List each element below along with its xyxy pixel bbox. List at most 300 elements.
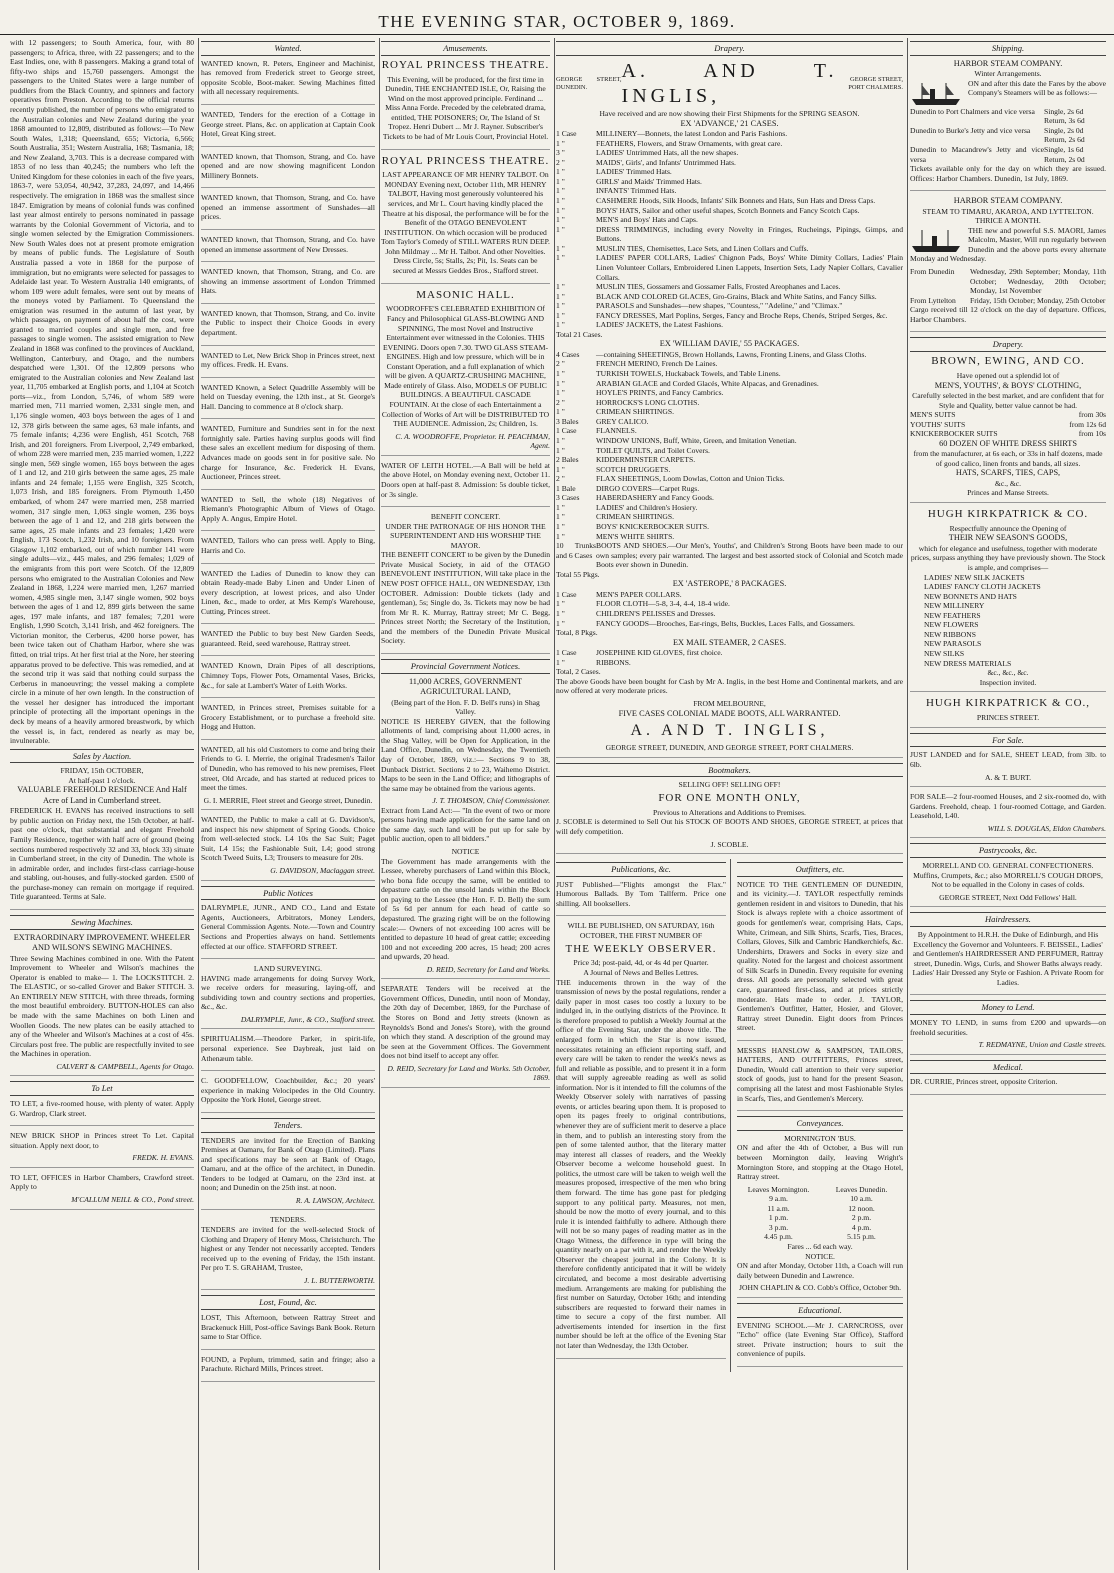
shipment-row: [556, 398, 903, 408]
shipment-description: FANCY GOODS—Brooches, Ear-rings, Belts, Buckles, Laces Falls, and Gossamers.: [596, 618, 855, 628]
fare-prices: [1044, 145, 1106, 164]
surveying-text: HAVING made arrangements for doing Survey Work, we receive orders for measuring, laying-off, and subdividing town and country sections and properties, &c., &c.: [201, 973, 375, 1012]
section-header-provincial: Provincial Government Notices.: [381, 659, 550, 674]
taylor-text: NOTICE TO THE GENTLEMEN OF DUNEDIN, and its vicinity.—J. TAYLOR respectfully reminds gentlemen resident in and visitors to Dunedin, that his Stock is always replete with a choice assortment of goods for gentlemen's wear, comprising Hats, Caps, White, Crimean, and Silk Shirts, Scarfs, Ties, Braces, Collars, Gloves, Silk and Cambric Handkerchiefs, &c. Undershirts, Drawers and Socks in every size and quality. Noted for the largest and choicest assortment of Silk Scarfs in Dunedin. Every requisite for evening dress. All goods are personally selected with great care, guaranteed first-class, and at prices strictly moderate. Hats made to order. J. TAYLOR, Gentlemen's Outfitter, Hatter, Hosier, and Glover, Rattray street Dunedin. Eight doors from Princes street.: [737, 879, 903, 1033]
fare-row: [910, 107, 1106, 126]
shipment-description: SCOTCH DRUGGETS.: [596, 464, 671, 474]
shipment-quantity: 1 ": [556, 657, 565, 667]
shipment-description: BOYS' KNICKERBOCKER SUITS.: [596, 522, 709, 532]
school-text: EVENING SCHOOL.—Mr J. CARNCROSS, over "Echo" office (late Evening Star Office), Stafford street. Private instruction; hours to suit the convenience of pupils.: [737, 1320, 903, 1359]
shipment-row: [556, 292, 903, 302]
kirkpatrick-text: Respectfully announce the Opening of: [949, 523, 1067, 533]
shipment-row: [556, 465, 903, 475]
wanted-ad: [201, 235, 375, 262]
timetable-col: Leaves Dunedin.: [835, 1184, 888, 1194]
shipment-description: HORROCKS'S LONG CLOTHS.: [596, 397, 700, 407]
lost-text: LOST, This Afternoon, between Rattray Street and Brackenuck Hill, Post-office Savings Bank Book. Return same to Star Office.: [201, 1313, 375, 1342]
kirkpatrick-text: which for elegance and usefulness, together with moderate prices, surpass anything they have previously shown. The Stock is ample, and comprises—: [910, 543, 1106, 572]
sewing-signature: CALVERT & CAMPBELL, Agents for Otago.: [56, 1061, 194, 1071]
shipment-row: [556, 177, 903, 187]
harbor-text: THE new and powerful S.S. MAORI, James Malcolm, Master, Will run regularly between Dunedin and the above ports every alternate Monday and Wednesday.: [910, 225, 1106, 264]
shipment-quantity: 1 ": [556, 282, 565, 292]
shipment-row: [556, 512, 903, 522]
wanted-ad: [201, 569, 375, 625]
kirkpatrick-list: [910, 573, 1106, 669]
harbor-tail: Cargo received till 12 o'clock on the day of departure. Offices, Harbor Chambers.: [910, 305, 1106, 324]
shipment-description: FEATHERS, Flowers, and Straw Ornaments, with great care.: [596, 138, 783, 148]
publications-column: [556, 859, 731, 1372]
kirkpatrick-ad: [910, 508, 1106, 692]
steamship-icon: [910, 81, 964, 107]
section-header-conveyances: Conveyances.: [737, 1116, 903, 1131]
shipment-description: FLAX SHEETINGS, Loom Dowlas, Cotton and Union Ticks.: [596, 474, 785, 484]
kirkpatrick-address: PRINCES STREET.: [976, 713, 1040, 723]
wanted-text: WANTED Known, a Select Quadrille Assembly will be held on Tuesday evening, the 12th inst., at St. George's Hall. Dancing to commence at 8 o'clock sharp.: [201, 382, 375, 411]
wanted-ad: [201, 424, 375, 489]
shipment-description: DRESS TRIMMINGS, including every Novelty in Fringes, Rucheings, Pipings, Gimps, and Buttons.: [596, 224, 903, 244]
inglis-ad: [556, 59, 903, 758]
lost-ad: [201, 1313, 375, 1350]
timetable-row: [737, 1223, 903, 1233]
shipment-list: [556, 129, 903, 330]
bus-title: MORNINGTON 'BUS.: [784, 1133, 856, 1143]
shipment-row: [556, 455, 903, 465]
shipment-quantity: 3 Bales: [556, 416, 579, 426]
section-header-money: Money to Lend.: [910, 1000, 1106, 1015]
shipment-quantity: 1 ": [556, 167, 565, 177]
timetable-header: [737, 1185, 903, 1195]
kirkpatrick-item: NEW PARASOLS: [924, 639, 982, 649]
leith-text: WATER OF LEITH HOTEL.—A Ball will be held at the above Hotel, on Monday evening next, October 11. Doors open at half-past 8. Admission: 5s double ticket, or 3s single.: [381, 460, 550, 499]
to-let-text: TO LET, OFFICES in Harbor Chambers, Crawford street. Apply to: [10, 1172, 194, 1192]
harbor-subtitle: STEAM TO TIMARU, AKAROA, AND LYTTELTON.: [922, 206, 1094, 216]
coach-notice-signature: JOHN CHAPLIN & CO. Cobb's Office, October 9th.: [739, 1283, 901, 1293]
shipment-quantity: 1 ": [556, 407, 565, 417]
shipment-quantity: 1 ": [556, 522, 565, 532]
wanted-text: WANTED, the Public to make a call at G. Davidson's, and inspect his new shipment of Spring Goods. Choice from well-selected stock. L4 10s the Sac Suit; Paget Suit, L4 15s; the Fashionable Suit, L4; good strong Scotch Tweed Suits, L3; Trousers to measure for 20s.: [201, 815, 375, 863]
kirkpatrick-item: LADIES' FANCY CLOTH JACKETS: [924, 582, 1041, 592]
wanted-ad: [201, 703, 375, 740]
kirkpatrick-goods: THEIR NEW SEASON'S GOODS,: [948, 533, 1068, 543]
suit-row: [910, 429, 1106, 439]
auction-time: At half-past 1 o'clock.: [68, 775, 136, 785]
theatre-ad: [381, 155, 550, 284]
fare-single: Single, 1s 6d: [1044, 144, 1084, 154]
shipment-quantity: 1 ": [556, 388, 565, 398]
shipment-quantity: 1 ": [556, 464, 565, 474]
suit-name: YOUTHS' SUITS: [910, 419, 966, 429]
shipment-description: CASHMERE Hoods, Silk Hoods, Infants' Silk Bonnets and Hats, Sun Hats and Dress Caps.: [596, 196, 876, 206]
shipment-description: LADIES' Untrimmed Hats, all the new shapes.: [596, 148, 739, 158]
sewing-body: Three Sewing Machines combined in one. With the Patent Improvement to Wheeler and Wilson's machines the Operator is enabled to make— 1. The LOCKSTITCH. 2. The ELASTIC, or so-called Grover and Baker STITCH. 3. An ENTIRELY NEW STITCH, with three threads, forming the most beautiful embroidery. BUTTON-HOLES can also be made with the same Machines on both Linen and Woollen Goods. The new plates can be easily attached to any of the Wheeler and Wilson's Machines at a cost of 45s. Circulars post free. The public are respectfully invited to see the Machines in operation.: [10, 953, 194, 1059]
suit-price: from 12s 6d: [1069, 419, 1106, 429]
shipment-description: HABERDASHERY and Fancy Goods.: [596, 493, 714, 503]
weekly-observer-top: WILL BE PUBLISHED, ON SATURDAY, 16th OCTOBER, THE FIRST NUMBER OF: [567, 921, 715, 941]
shipment-description: KIDDERMINSTER CARPETS.: [596, 455, 696, 465]
shipment-row: [556, 320, 903, 330]
shipment-row: [556, 436, 903, 446]
land-notice-signature: J. T. THOMSON, Chief Commissioner.: [432, 796, 550, 806]
timetable-col: Leaves Mornington.: [747, 1184, 810, 1194]
scoble-prev: Previous to Alterations and Additions to Premises.: [653, 807, 806, 817]
section-header-bootmakers: Bootmakers.: [556, 763, 903, 778]
weekly-observer-title: THE WEEKLY OBSERVER.: [565, 942, 717, 955]
shipment-description: LADIES' PAPER COLLARS, Ladies' Chignon Pads, Boys' White Dimity Collars, Ladies' Plain Linen Volunteer Collars, Embroidered Linen Lappets, Insertion Sets, Lady Napier Collars, Cavalier Collars.: [596, 253, 903, 282]
schedule-row: [910, 296, 1106, 306]
sale-signature: A. & T. BURT.: [985, 772, 1031, 782]
shipment-description: BLACK AND COLORED GLACES, Gro-Grains, Black and White Satins, and Fancy Silks.: [596, 291, 877, 301]
inglis-firm: A. AND T. INGLIS,: [621, 59, 838, 107]
tender-text: TENDERS are invited for the well-selected Stock of Clothing and Drapery of Henry Moss, Christchurch. The highest or any Tender not necessarily accepted. Tenders received up to the evening of Friday, the 15th instant. Per pro T. S. GRAHAM, Trustee,: [201, 1225, 375, 1273]
section-header-amusements: Amusements.: [381, 41, 550, 56]
tender-text: TENDERS are invited for the Erection of Banking Premises at Oamaru, for Bank of Otago (Limited). Plans and specifications may be seen at Bank of Otago, Oamaru, and at the office of the architect, in Dunedin. Tenders to be lodged at Oamaru, on the 23rd inst. at noon; and Dunedin on the 25th inst. at noon.: [201, 1135, 375, 1193]
shipment-list: [556, 350, 903, 570]
wanted-text: WANTED, Furniture and Sundries sent in for the next fortnightly sale. Parties having surplus goods will find these sales an excellent medium for disposing of them. Advances made on goods sent in for positive sale. No charge for Insurance, &c. Frederick H. Evans, Auctioneer, Princes street.: [201, 424, 375, 482]
merrie-signature: G. I. MERRIE, Fleet street and George street, Dunedin.: [203, 795, 373, 805]
brown-ewing-shirts-text: from the manufacturer, at 6s each, or 33s in half dozens, made of good calico, linen fronts and bands, all sizes.: [913, 449, 1103, 468]
shipment-description: FLANNELS.: [596, 426, 637, 436]
shipment-row: [556, 129, 903, 139]
wanted-text: WANTED, Tenders for the erection of a Cottage in George street. Plans, &c. on application at Captain Cook Hotel, Great King street.: [201, 109, 375, 139]
section-header-medical: Medical.: [910, 1060, 1106, 1075]
money-ad: [910, 1018, 1106, 1055]
section-header-outfitters: Outfitters, etc.: [737, 862, 903, 877]
wanted-text: WANTED the Public to buy best New Garden Seeds, guaranteed. Reid, seed warehouse, Rattray street.: [201, 629, 375, 648]
wanted-text: WANTED to Sell, the whole (18) Negatives of Riemann's Photographic Album of Views of Otago. Apply A. Angus, Empire Hotel.: [201, 494, 375, 523]
to-let-ad: [10, 1173, 194, 1210]
melbourne-boots: FIVE CASES COLONIAL MADE BOOTS, ALL WARRANTED.: [618, 708, 841, 718]
harbor-title: HARBOR STEAM COMPANY.: [953, 58, 1063, 68]
melbourne-label: FROM MELBOURNE,: [693, 698, 766, 708]
brown-ewing-title: BROWN, EWING, AND CO.: [931, 355, 1085, 368]
harbor-text: ON and after this date the Fares by the above Company's Steamers will be as follows:—: [968, 78, 1106, 98]
shipment-description: PARASOLS and Sunshades—new shapes, "Countess," "Adeline," and "Climax.": [596, 301, 843, 311]
shipment-quantity: 1 ": [556, 176, 565, 186]
column-5: [910, 38, 1106, 1570]
weekly-observer-text: THE inducements thrown in the way of the transmission of news by the postal regulations, render a daily paper in most cases too costly a luxury to be indulged in, in the outlying districts of the Province. It is therefore proposed to publish a Weekly Journal at the office of the Evening Star, under the above title. The enlarged form in which the Star is now issued, necessitates retaining an efficient reporting staff, and every care will be taken to render the week's news as full and reliable as possible, and to present it in a form that will supply agreeable reading as well as solid information. Nor is it intended to fill the columns of the Weekly Observer solely with narratives of passing events, or articles bearing upon them. It is proposed to open its pages freely to original contributions, whenever they are of sufficient merit to deserve a place in them, and to publish an interesting story from the pen of some talented author, that the literary matter may interest all classes of readers, and the Weekly Observer become a welcome household guest. In politics, the utmost care will be taken to weigh well the measures proposed, irrespective of the men who bring them forward. The time has gone past for pledging support to any political party. Measures, not men, should be now the motto of every journal, and to this rule it is intended faithfully to adhere. Although there will not be so many pages of reading matter as in the Otago Witness, the difference in type will bring the quantity nearly on a par with it, and render the Weekly Observer the cheapest journal in the Colony. It is therefore confidently anticipated that it will be widely circulated, and become a most desirable advertising medium. Arrangements are making for publishing the first number on Saturday, October 16th; and intending subscribers are requested to forward their names in time to secure a copy of the first number. All advertisements intended for insertion in the first number should be left at the office of the Evening Star not later than Wednesday, the 13th October.: [556, 977, 726, 1350]
shipment-quantity: 1 ": [556, 445, 565, 455]
separate-tenders-signature: D. REID, Secretary for Land and Works. 5th October, 1869.: [387, 1063, 550, 1083]
shipment-total: Total 55 Pkgs.: [556, 569, 600, 579]
shipment-total: Total, 2 Cases.: [556, 667, 601, 677]
section-header-drapery-2: Drapery.: [910, 337, 1106, 352]
suit-row: [910, 410, 1106, 420]
money-signature: T. REDMAYNE, Union and Castle streets.: [978, 1040, 1106, 1050]
benefit-text: THE BENEFIT CONCERT to be given by the Dunedin Private Musical Society, in aid of the OTAGO BENEVOLENT INSTITUTION, Will take place in the NEW POST OFFICE HALL, ON WEDNESDAY, 13th OCTOBER. Admission: Double tickets (lady and gentleman), 5s; Single do, 3s. Tickets may now be had from Mr R. K. Murray, Rattray street; Mr C. Begg, Princes street North; the Secretary of the Institution, and the members of the Dunedin Private Musical Society.: [381, 550, 550, 646]
shipment-row: [556, 407, 903, 417]
shipment-row: [556, 388, 903, 398]
wanted-text: WANTED, Tailors who can press well. Apply to Bing, Harris and Co.: [201, 536, 375, 555]
shipment-description: BOOTS AND SHOES.—Our Men's, Youths', and Children's Strong Boots have been made to our own samples; every pair warranted. The largest and best assorted stock of Colonial and Scotch made Boots ever shown in Dunedin.: [596, 541, 903, 570]
shipment-description: LADIES' Trimmed Hats.: [596, 167, 672, 177]
wanted-ad: [201, 383, 375, 420]
shipment-quantity: 1 Case: [556, 648, 577, 658]
fare-prices: [1044, 107, 1106, 126]
harbor-frequency: THRICE A MONTH.: [975, 216, 1041, 226]
masonic-title: MASONIC HALL.: [416, 288, 515, 301]
land-notice-title: 11,000 ACRES, GOVERNMENT AGRICULTURAL LAND,: [408, 676, 523, 697]
taylor-ad: [737, 880, 903, 1041]
sale-text: JUST LANDED and for SALE, SHEET LEAD, from 3lb. to 6lb.: [910, 750, 1106, 769]
kirkpatrick-title: HUGH KIRKPATRICK & CO.: [927, 507, 1089, 520]
brown-ewing-hats: HATS, SCARFS, TIES, CAPS,: [955, 468, 1061, 478]
wanted-text: WANTED known, that Thomson, Strang, and Co. have opened an immense assortment of Sunshades—all prices.: [201, 193, 375, 222]
bus-fare: Fares ... 6d each way.: [787, 1242, 853, 1252]
medical-ad: [910, 1077, 1106, 1095]
coach-notice-text: ON and after Monday, October 11th, a Coach will run daily between Dunedin and Lawrence.: [737, 1261, 903, 1280]
separate-tenders-text: SEPARATE Tenders will be received at the Government Offices, Dunedin, until noon of Monday, the 20th day of December, 1869, for the Purchase of the Stores on Bond and Jetty streets (known as Reynolds's Bond and Jones's Store), with the ground on which they stand. A description of the ground may be seen at the Government Offices. The Government does not bind itself to accept any offer.: [381, 984, 550, 1061]
shipment-description: DIRGO COVERS—Carpet Rugs.: [596, 483, 700, 493]
fare-row: [910, 126, 1106, 145]
schedule-row: [910, 267, 1106, 296]
shipment-row: [556, 369, 903, 379]
shipment-description: MUSLIN TIES, Gossamers and Gossamer Falls, Frosted Areophanes and Laces.: [596, 282, 841, 292]
shipment-description: GREY CALICO.: [596, 416, 649, 426]
shipment-row: [556, 359, 903, 369]
wanted-text: WANTED known, that Thomson, Strang, and Co. invite the Public to inspect their Choice Goods in every department.: [201, 308, 375, 337]
shipment-description: —containing SHEETINGS, Brown Hollands, Lawns, Fronting Linens, and Glass Cloths.: [596, 349, 867, 359]
kirkpatrick-title-2: HUGH KIRKPATRICK & CO.,: [925, 697, 1091, 710]
publication-ad: [556, 880, 726, 917]
shipment-description: RIBBONS.: [596, 657, 631, 667]
inglis-firm-footer: A. AND T. INGLIS,: [630, 721, 829, 739]
wanted-ad: [201, 193, 375, 230]
wanted-ad: [201, 110, 375, 147]
shipment-row: [556, 215, 903, 225]
schedule-origin: From Dunedin: [910, 267, 955, 277]
shipment-description: TOILET QUILTS, and Toilet Covers.: [596, 445, 710, 455]
inglis-intro: Have received and are now showing their First Shipments for the SPRING SEASON.: [599, 109, 860, 119]
shipment-description: CHILDREN'S PELISSES and Dresses.: [596, 609, 716, 618]
shipment-quantity: 1 ": [556, 531, 565, 541]
schedule-dates: Wednesday, 29th September; Monday, 11th October; Wednesday, 20th October; Monday, 1st November: [970, 267, 1106, 296]
shipment-title: EX 'WILLIAM DAVIE,' 55 PACKAGES.: [659, 339, 800, 349]
shipment-quantity: 1 ": [556, 310, 565, 320]
harbor-title: HARBOR STEAM COMPANY.: [953, 196, 1063, 206]
morrell-address: GEORGE STREET, Next Odd Fellows' Hall.: [939, 892, 1077, 902]
kirkpatrick-footer-ad: [910, 697, 1106, 727]
kirkpatrick-item: LADIES' NEW SILK JACKETS: [924, 572, 1025, 582]
theatre-text: LAST APPEARANCE OF MR HENRY TALBOT. On MONDAY Evening next, October 11th, MR HENRY TALBOT, Having most generously volunteered his services, and Mr L. Court having kindly placed the Theatre at his disposal, the performance will be for the Benefit of the OTAGO BENEVOLENT INSTITUTION. On which occasion will be produced Tom Taylor's Comedy of STILL WATERS RUN DEEP. John Mildmay ... Mr H. Talbot. And other Novelties. Dress Circle, 5s; Stalls, 2s; Pit, 1s. Seats can be secured at Messrs Geddes Bros., Stafford street.: [381, 170, 550, 275]
column-1: [10, 38, 199, 1570]
kirkpatrick-item: NEW BONNETS AND HATS: [924, 591, 1017, 601]
suit-price: from 30s: [1078, 410, 1106, 420]
shipment-row: [556, 379, 903, 389]
timetable-cell: 5.15 p.m.: [847, 1232, 876, 1242]
shipment-quantity: 2 ": [556, 359, 565, 369]
wanted-ad: [201, 815, 375, 880]
sewing-ad: [10, 933, 194, 1077]
found-text: FOUND, a Peplum, trimmed, satin and fringe; also a Parachute. Richard Mills, Princes street.: [201, 1354, 375, 1374]
harbor-ad: [910, 59, 1106, 192]
suit-name: KNICKERBOCKER SUITS: [910, 429, 998, 439]
shipment-description: FANCY DRESSES, Marl Poplins, Serges, Fancy and Broche Reps, Chenés, Striped Serges, &c.: [596, 310, 888, 320]
land-act-extract: Extract from Land Act:— "In the event of two or more persons having made application for the same land on the same day, such land will be put up for sale by public auction, open to all bidders.": [381, 805, 550, 844]
shipment-title: EX MAIL STEAMER, 2 CASES.: [672, 637, 787, 647]
kirkpatrick-item: NEW MILLINERY: [924, 601, 985, 611]
shipment-quantity: 2 ": [556, 474, 565, 484]
shipment-row: [556, 282, 903, 292]
publication-text: JUST Published—"Flights amongst the Flax." Humorous Ballads. By Tom Tallferm. Price one shilling. All booksellers.: [556, 879, 726, 908]
shipment-row: [556, 301, 903, 311]
auction-title: VALUABLE FREEHOLD RESIDENCE And Half Acre of Land in Cumberland street.: [17, 785, 187, 805]
schedule-table: [910, 267, 1106, 305]
land-notice-text: NOTICE IS HEREBY GIVEN, that the following allotments of land, comprising about 11,000 acres, in the Shag Valley, will be Open for Application, in the Land Office, Dunedin, on Wednesday, the Twentieth day of October, 1869, viz.:— Sections 9 to 38, Dunback District. Sections 2 to 23, Waihemo District. Maps to be seen in the Land Office; and lithographs of the same may be obtained from the various agents.: [381, 716, 550, 793]
shipment-total: Total 21 Cases.: [556, 329, 603, 339]
shipment-quantity: 2 ": [556, 157, 565, 167]
theatre-title: ROYAL PRINCESS THEATRE.: [381, 58, 550, 71]
spiritualism-text: SPIRITUALISM.—Theodore Parker, in spirit-life, personal experience. See Daybreak, just laid on Athenæum table.: [201, 1034, 375, 1063]
notice-title: NOTICE: [451, 847, 480, 857]
brown-ewing-ad: [910, 355, 1106, 503]
hairdresser-ad: [910, 930, 1106, 995]
section-header-hairdressers: Hairdressers.: [910, 912, 1106, 927]
section-header-tenders: Tenders.: [201, 1118, 375, 1133]
masthead: [0, 0, 1114, 35]
money-text: MONEY TO LEND, in sums from £200 and upwards—on freehold securities.: [910, 1018, 1106, 1037]
inglis-address-footer: GEORGE STREET, DUNEDIN, AND GEORGE STREET, PORT CHALMERS.: [605, 743, 854, 753]
goodfellow-ad: [201, 1076, 375, 1113]
scoble-signature: J. SCOBLE.: [710, 839, 749, 849]
shipment-description: CRIMEAN SHIRTINGS.: [596, 407, 675, 417]
shipment-row: [556, 417, 903, 427]
suit-row: [910, 420, 1106, 430]
shipment-row: [556, 196, 903, 206]
shipment-description: MAIDS', Girls', and Infants' Untrimmed Hats.: [596, 157, 736, 167]
shipment-row: [556, 609, 903, 619]
wanted-ad: [201, 661, 375, 698]
shipment-row: [556, 619, 903, 629]
tender-ad: [201, 1136, 375, 1211]
timetable-row: [737, 1232, 903, 1242]
kirkpatrick-item: NEW SILKS: [924, 649, 965, 659]
hanslow-ad: [737, 1046, 903, 1111]
fare-single: Single, 2s 0d: [1044, 125, 1084, 135]
shipment-quantity: 1 ": [556, 253, 565, 263]
column-4: [556, 38, 908, 1570]
timetable-cell: 4 p.m.: [851, 1222, 872, 1232]
section-header-wanted: Wanted.: [201, 41, 375, 56]
fare-route: Dunedin to Port Chalmers and vice versa: [910, 106, 1035, 116]
shipment-total: Total, 8 Pkgs.: [556, 628, 598, 638]
shipment-description: MEN'S and Boys' Hats and Caps.: [596, 215, 698, 225]
shipment-quantity: 1 Bale: [556, 483, 576, 493]
timetable: [737, 1194, 903, 1242]
shipment-description: FLOOR CLOTH—5-8, 3-4, 4-4, 18-4 wide.: [596, 599, 730, 609]
surveying-title: LAND SURVEYING.: [253, 964, 323, 974]
section-header-drapery: Drapery.: [556, 41, 903, 56]
land-notice: [381, 677, 550, 980]
shipment-row: [556, 484, 903, 494]
shipment-quantity: 1 ": [556, 502, 565, 512]
section-header-educational: Educational.: [737, 1303, 903, 1318]
shipment-row: [556, 244, 903, 254]
scoble-text: J. SCOBLE is determined to Sell Out his STOCK OF BOOTS AND SHOES, GEORGE STREET, at prices that will defy competition.: [556, 817, 903, 836]
shipment-quantity: 1 Case: [556, 589, 577, 599]
hairdresser-text: By Appointment to H.R.H. the Duke of Edinburgh, and His Excellency the Governor and Volunteers. F. BEISSEL, Ladies' and Gentlemen's HAIRDRESSER AND PERFUMER, Rattray street, Dunedin. Wigs, Curls, and Shower Baths always ready. Ladies' Hair Dressed any Style or Fashion. A Private Room for Ladies.: [912, 930, 1104, 987]
dalrymple-ad: [201, 903, 375, 959]
to-let-signature: FREDK. H. EVANS.: [132, 1153, 194, 1163]
timetable-cell: 3 p.m.: [768, 1222, 789, 1232]
suit-price: from 10s: [1078, 429, 1106, 439]
shipment-quantity: 10 Trunks and 6 Cases: [556, 541, 596, 560]
leith-ad: [381, 461, 550, 507]
shipment-row: [556, 532, 903, 542]
shipment-row: [556, 648, 903, 658]
wanted-text: WANTED known, R. Peters, Engineer and Machinist, has removed from Frederick street to George street, opposite Scoble, Boot-maker. Sewing Machines fitted with all necessary requirements.: [201, 58, 375, 97]
shipment-quantity: 1 ": [556, 609, 565, 618]
masonic-signature: C. A. WOODROFFE, Proprietor. H. PEACHMAN, Agent.: [395, 431, 550, 451]
wanted-text: WANTED the Ladies of Dunedin to know they can obtain Ready-made Baby Linen and Under Linen of every description, at lowest prices, and also Under Linen, &c., made to order, at Mrs Kemp's Warehouse, Cutting, Princes street.: [201, 568, 375, 616]
notice-text: The Government has made arrangements with the Lessee, whereby purchasers of Land within this Block, who bona fide occupy the same, will be entitled to depasture cattle on the unsold lands within the Block on paying to the Lessee (the Hon. F. D. Bell) the sum of 5s 6d per annum for each head of cattle so depastured. The grazing right will be on the following scale:— Owners of not exceeding 100 acres will be entitled to depasture 10 head of great cattle; exceeding 100 and not exceeding 200 acres, 15 head; 200 acres and upwards, 20 head.: [381, 856, 550, 962]
inglis-header: [556, 59, 903, 109]
shipment-quantity: 1 ": [556, 618, 565, 628]
shipment-description: MUSLIN TIES, Chemisettes, Lace Sets, and Linen Collars and Cuffs.: [596, 243, 809, 253]
sale-ad: [910, 792, 1106, 838]
shipment-quantity: 1 ": [556, 215, 565, 225]
hanslow-text: MESSRS HANSLOW & SAMPSON, TAILORS, HATTERS, AND OUTFITTERS, Princes street, Dunedin, Would call attention to their very superior stock of goods, just to hand for the present Season, comprising all the latest and most Fashionable Styles in Scarfs, Ties, and Gentlemen's Mercery.: [737, 1045, 903, 1103]
shipment-quantity: 1 ": [556, 291, 565, 301]
shipment-row: [556, 599, 903, 609]
shipment-row: [556, 658, 903, 668]
wanted-text: WANTED Known, Drain Pipes of all descriptions, Chimney Tops, Flower Pots, Ornamental Vases, Bricks, &c., for sale at Lambert's Water of Leith Works.: [201, 661, 375, 690]
medical-text: DR. CURRIE, Princes street, opposite Criterion.: [910, 1077, 1058, 1087]
auction-date: FRIDAY, 15th OCTOBER,: [60, 766, 144, 776]
section-header-for-sale: For Sale.: [910, 733, 1106, 748]
shipment-description: LADIES' and Children's Hosiery.: [596, 502, 698, 512]
wanted-text: WANTED to Let, New Brick Shop in Princes street, next my offices. Fredk. H. Evans.: [201, 350, 375, 370]
brown-ewing-address: Princes and Manse Streets.: [967, 488, 1049, 498]
to-let-ad: [10, 1099, 194, 1126]
kirkpatrick-etc: &c., &c., &c.: [987, 668, 1029, 678]
shipment-description: BOYS' HATS, Sailor and other useful shapes, Scotch Bonnets and Fancy Scotch Caps.: [596, 205, 860, 215]
masonic-text: WOODROFFE'S CELEBRATED EXHIBITION Of Fancy and Philosophical GLASS-BLOWING AND SPINNING, The most Novel and Instructive Entertainment ever witnessed in the Colonies. THIS EVENING. Doors open 7.30. TWO GLASS STEAM-ENGINES. High and low pressure, which will be in Constant Operation, and a full explanation of which will be given. A QUARTZ-CRUSHING MACHINE, Made entirely of Glass. Also, MODELS OF PUBLIC BUILDINGS. A BEAUTIFUL CASCADE FOUNTAIN. At the close of each Entertainment a Collection of Works of Art will be DISTRIBUTED TO THE AUDIENCE. Admission, 2s; Children, 1s.: [381, 304, 550, 429]
shipment-row: [556, 186, 903, 196]
sewing-title: EXTRAORDINARY IMPROVEMENT. WHEELER AND WILSON'S SEWING MACHINES.: [13, 932, 191, 953]
section-header-publications: Publications, &c.: [556, 862, 726, 877]
column-2: [201, 38, 380, 1570]
inglis-outro: The above Goods have been bought for Cash by Mr A. Inglis, in the best Home and Continental markets, and are now offered at very moderate prices.: [556, 676, 903, 696]
column-3: [381, 38, 555, 1570]
outfitters-column: [737, 859, 903, 1372]
tender-signature: J. L. BUTTERWORTH.: [304, 1275, 375, 1285]
timetable-row: [737, 1194, 903, 1204]
shipment-row: [556, 167, 903, 177]
shipment-quantity: 1 ": [556, 224, 565, 234]
harbor-ad: [910, 196, 1106, 332]
shipment-quantity: 3 ": [556, 148, 565, 158]
wanted-text: WANTED, all his old Customers to come and bring their Friends to G. I. Merrie, the original Tradesmen's Tailor of Dunedin, who has removed to his new premises, Fleet street, Old Arcade, and has started at reduced prices to meet the times.: [201, 744, 375, 793]
to-let-ad: [10, 1131, 194, 1168]
timetable-cell: 9 a.m.: [769, 1194, 788, 1204]
shipment-description: MEN'S WHITE SHIRTS.: [596, 531, 675, 541]
shipment-description: TURKISH TOWELS, Huckaback Towels, and Table Linens.: [596, 369, 781, 379]
fare-return: Return, 2s 0d: [1044, 154, 1085, 164]
bus-ad: [737, 1134, 903, 1298]
timetable-cell: 10 a.m.: [850, 1194, 873, 1204]
shipment-row: [556, 446, 903, 456]
fare-return: Return, 3s 6d: [1044, 116, 1085, 126]
shipment-quantity: 1 ": [556, 138, 565, 148]
tender-ad: [201, 1215, 375, 1290]
shipment-quantity: 2 ": [556, 397, 565, 407]
shipment-row: [556, 206, 903, 216]
wanted-text: WANTED known, that Thomson, Strang, and Co. have opened an immense assortment of New Dresses.: [201, 235, 375, 254]
timetable-cell: 2 p.m.: [851, 1213, 872, 1223]
inglis-address-right: GEORGE STREET, PORT CHALMERS.: [848, 75, 903, 91]
section-header-public-notices: Public Notices: [201, 886, 375, 901]
tender-signature: R. A. LAWSON, Architect.: [295, 1195, 375, 1205]
